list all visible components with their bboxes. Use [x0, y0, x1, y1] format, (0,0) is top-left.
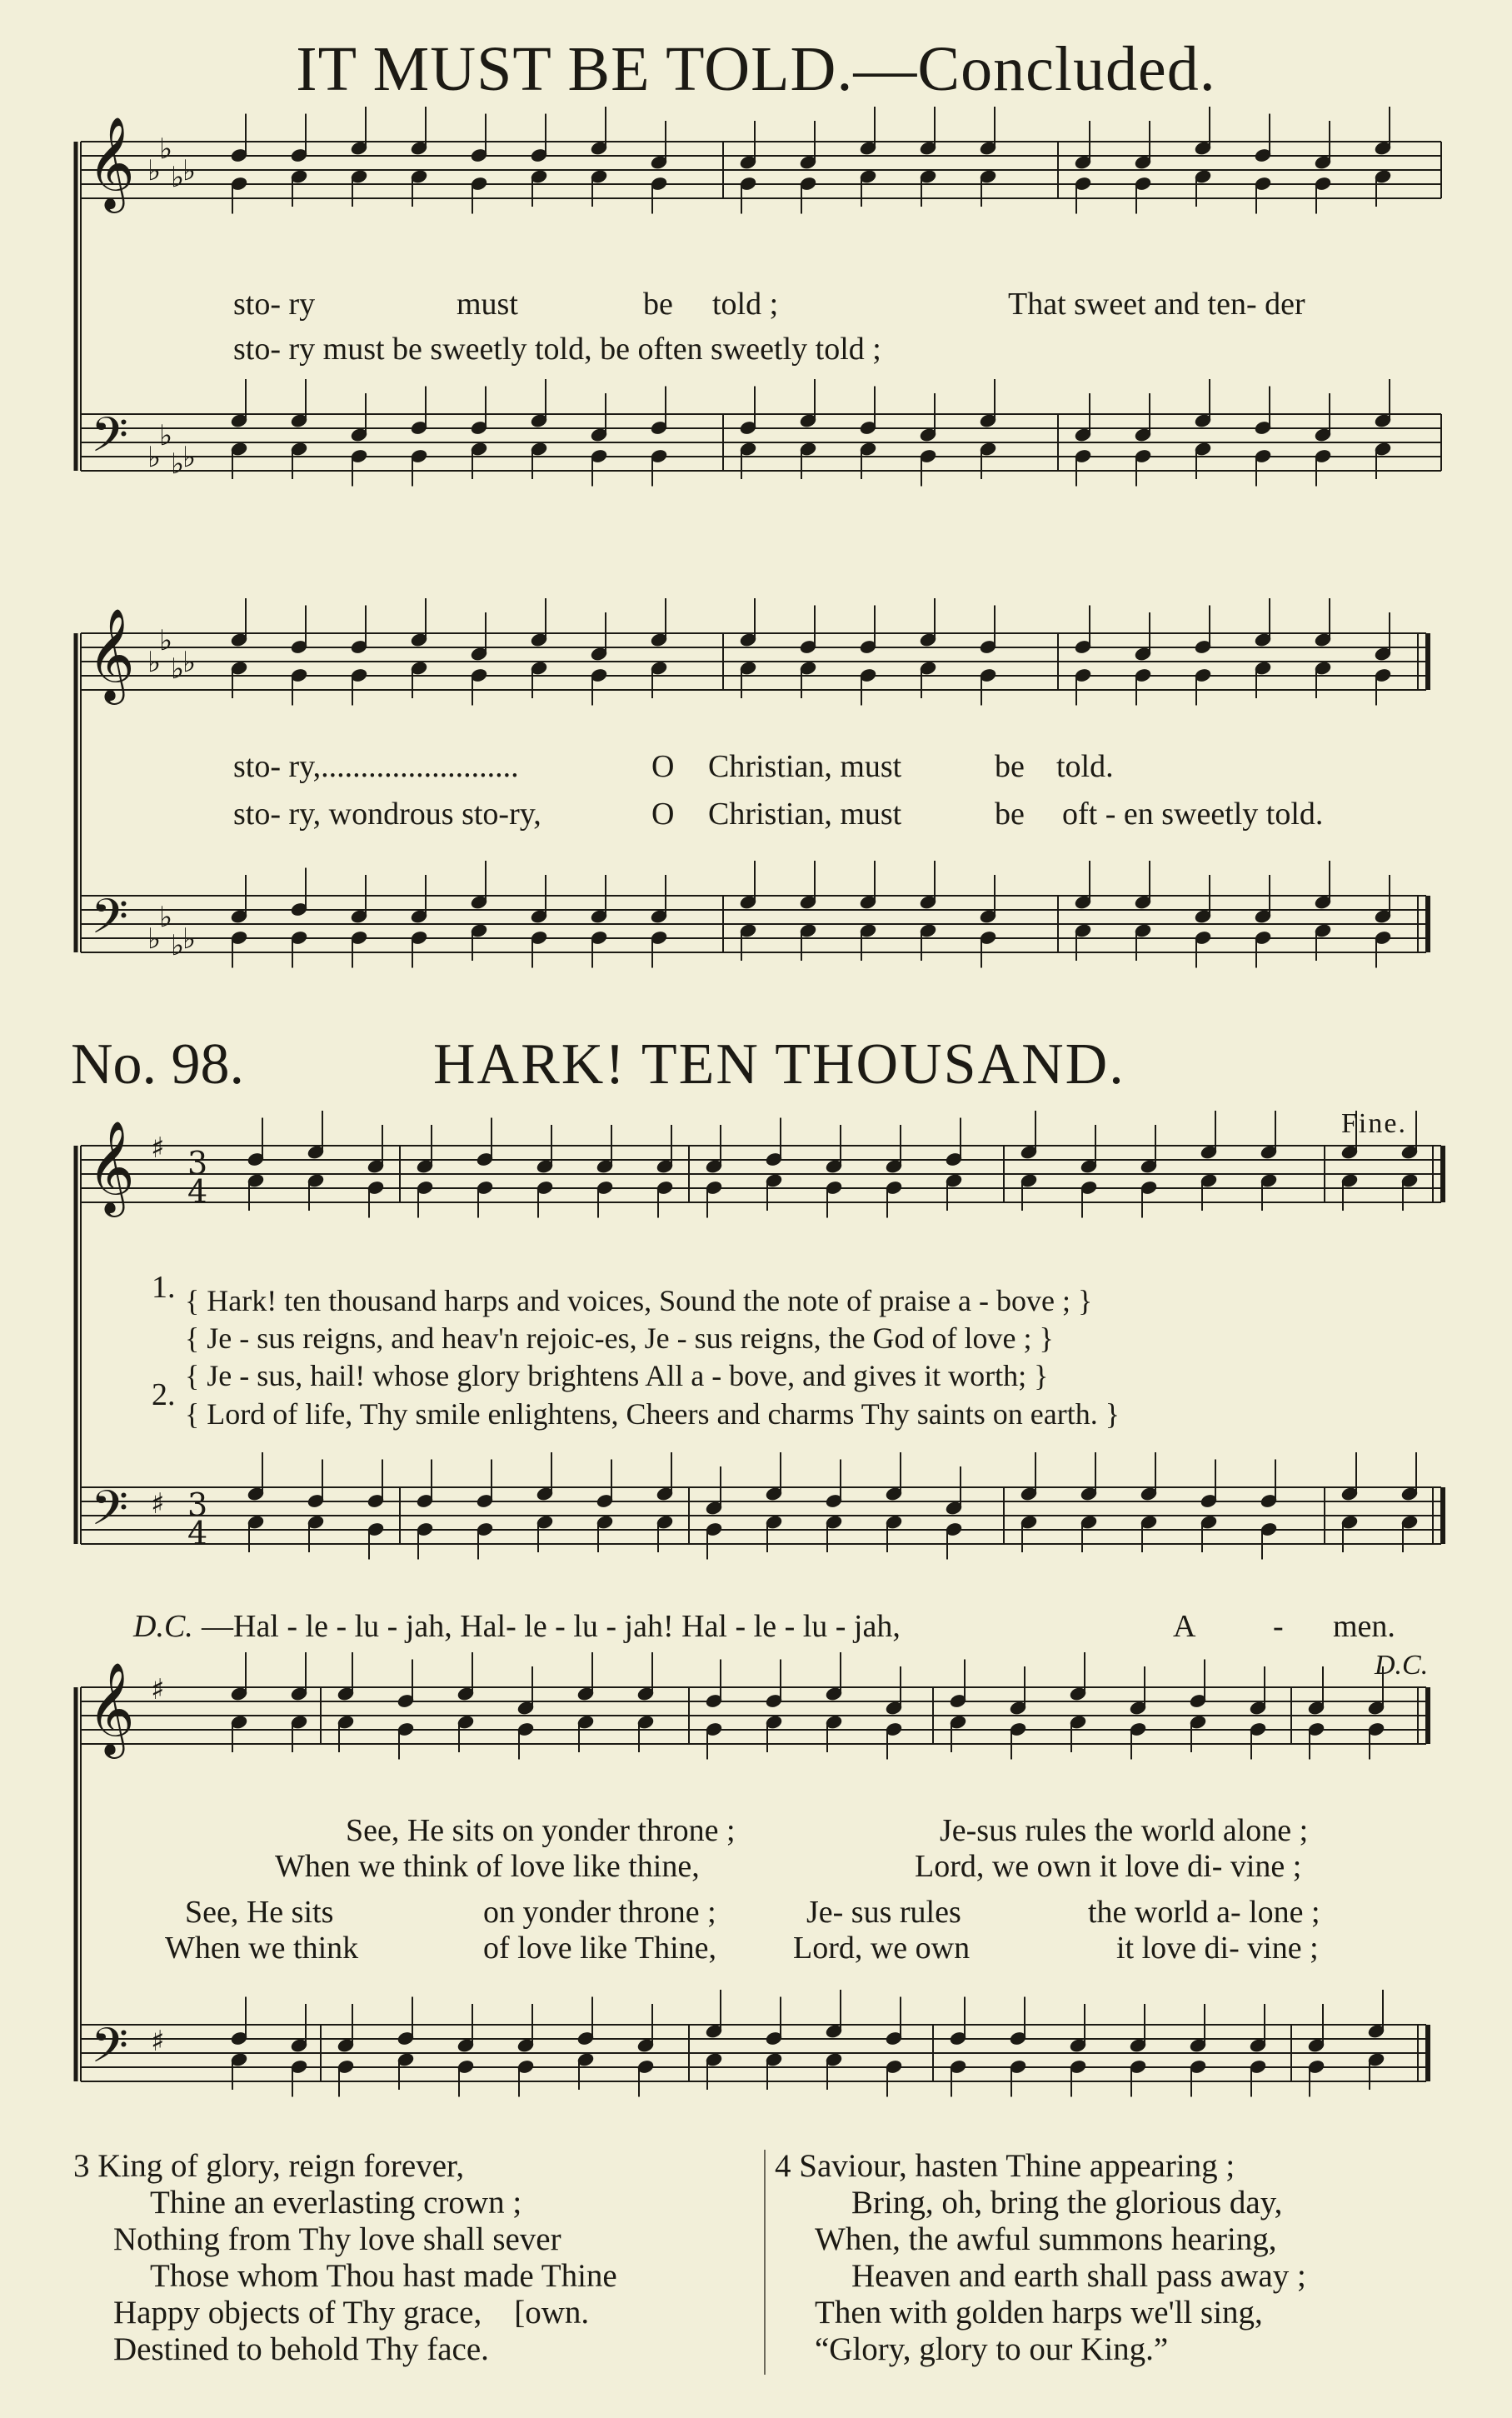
flat-icon: ♭ — [159, 624, 173, 657]
time-sig-bottom: 4 — [187, 1515, 208, 1551]
flat-icon: ♭ — [159, 132, 173, 166]
s4-bass-a-2: on yonder throne ; — [483, 1895, 716, 1930]
time-sig-bottom: 4 — [187, 1173, 208, 1210]
treble-clef-icon: 𝄞 — [87, 116, 135, 209]
stanza3-line: Thine an everlasting crown ; — [150, 2185, 522, 2221]
s4-top-left-a: See, He sits on yonder throne ; — [346, 1813, 736, 1848]
stanza3-line: Happy objects of Thy grace, [own. — [113, 2295, 590, 2331]
stanza-4 — [775, 2148, 1306, 2368]
sharp-icon: ♯ — [151, 1487, 165, 1521]
lyric-s2-l2-b: O — [651, 797, 675, 832]
stanza4-line: “Glory, glory to our King.” — [815, 2331, 1169, 2367]
s4-bass-b-3: Lord, we own — [793, 1931, 971, 1966]
s4-bass-b-1: When we think — [165, 1931, 359, 1966]
flat-icon: ♭ — [182, 646, 197, 679]
dc-mark: D.C. — [1375, 1650, 1429, 1681]
verse1-line-a: { Hark! ten thousand harps and voices, Sound the note of praise a - bove ; } — [185, 1284, 1093, 1317]
sharp-icon: ♯ — [151, 1673, 165, 1706]
s4-top-right-b: Lord, we own it love di- vine ; — [915, 1849, 1302, 1884]
page-title: IT MUST BE TOLD.—Concluded. — [296, 34, 1216, 104]
flat-icon: ♭ — [159, 419, 173, 452]
lyric-s2-l1-e: told. — [1056, 749, 1114, 784]
sharp-icon: ♯ — [151, 2025, 165, 2058]
stanza3-line: Nothing from Thy love shall sever — [113, 2221, 561, 2257]
s4-bass-b-4: it love di- vine ; — [1116, 1931, 1319, 1966]
verse2-line-b: { Lord of life, Thy smile enlightens, Cheers and charms Thy saints on earth. } — [185, 1397, 1120, 1431]
lyric-s2-l2-c: Christian, must — [708, 797, 902, 832]
fine-mark: Fine. — [1341, 1108, 1407, 1139]
dc-amen-dash: - — [1273, 1609, 1284, 1644]
bass-clef-icon: 𝄢 — [91, 888, 129, 957]
s4-bass-a-4: the world a- lone ; — [1088, 1895, 1320, 1930]
bass-clef-icon: 𝄢 — [91, 407, 129, 475]
song-number: No. 98. — [71, 1032, 245, 1097]
verse2-line-a: { Je - sus, hail! whose glory brightens All a - bove, and gives it worth; } — [185, 1359, 1049, 1392]
flat-icon: ♭ — [147, 646, 162, 679]
lyric-s2-l1-d: be — [995, 749, 1025, 784]
flat-icon: ♭ — [171, 161, 185, 194]
stanza3-line: Destined to behold Thy face. — [113, 2331, 489, 2367]
lyric-s1-l1-e: That sweet and ten- der — [1008, 287, 1305, 322]
lyric-s2-l2-d: be — [995, 797, 1025, 832]
s4-bass-a-1: See, He sits — [185, 1895, 334, 1930]
treble-clef-icon: 𝄞 — [87, 607, 135, 701]
dc-label: D.C. — [133, 1609, 193, 1644]
dc-amen-b: men. — [1333, 1609, 1395, 1644]
stanza3-line: 3 King of glory, reign forever, — [73, 2148, 465, 2184]
dc-amen-a: A — [1173, 1609, 1196, 1644]
s4-top-left-b: When we think of love like thine, — [275, 1849, 700, 1884]
stanza4-line: When, the awful summons hearing, — [815, 2221, 1277, 2257]
flat-icon: ♭ — [171, 652, 185, 686]
time-sig-top: 3 — [187, 1486, 208, 1523]
stanza4-line: Bring, oh, bring the glorious day, — [851, 2185, 1283, 2221]
lyric-s1-l1-d: told ; — [712, 287, 779, 322]
time-sig-top: 3 — [187, 1145, 208, 1182]
lyric-s2-l1-a: sto- ry,......................... — [233, 749, 519, 784]
lyric-s1-l1-a: sto- ry — [233, 287, 316, 322]
flat-icon: ♭ — [159, 901, 173, 934]
s4-top-right-a: Je-sus rules the world alone ; — [940, 1813, 1309, 1848]
lyric-s1-l1-b: must — [457, 287, 518, 322]
sharp-icon: ♯ — [151, 1132, 165, 1165]
treble-clef-icon: 𝄞 — [87, 1661, 135, 1755]
verse-number-2: 2. — [152, 1377, 176, 1412]
treble-clef-icon: 𝄞 — [87, 1120, 135, 1213]
flat-icon: ♭ — [182, 154, 197, 187]
flat-icon: ♭ — [147, 441, 162, 474]
flat-icon: ♭ — [182, 441, 197, 474]
stanza4-line: Then with golden harps we'll sing, — [815, 2295, 1263, 2331]
verse-number-1: 1. — [152, 1270, 176, 1305]
dc-hallelujah: —Hal - le - lu - jah, Hal- le - lu - jah! Hal - le - lu - jah, — [202, 1609, 901, 1644]
flat-icon: ♭ — [147, 154, 162, 187]
lyric-s1-l2: sto- ry must be sweetly told, be often sweetly told ; — [233, 332, 881, 367]
flat-icon: ♭ — [182, 922, 197, 956]
flat-icon: ♭ — [171, 929, 185, 962]
lyric-s2-l2-a: sto- ry, wondrous sto-ry, — [233, 797, 541, 832]
lyric-s1-l1-c: be — [643, 287, 673, 322]
bass-clef-icon: 𝄢 — [91, 1480, 129, 1548]
s4-bass-b-2: of love like Thine, — [483, 1931, 717, 1966]
song-title: HARK! TEN THOUSAND. — [433, 1032, 1125, 1097]
flat-icon: ♭ — [147, 922, 162, 956]
lyric-s2-l1-c: Christian, must — [708, 749, 902, 784]
flat-icon: ♭ — [171, 447, 185, 481]
s4-bass-a-3: Je- sus rules — [806, 1895, 961, 1930]
stanza4-line: 4 Saviour, hasten Thine appearing ; — [775, 2148, 1235, 2184]
stanza4-line: Heaven and earth shall pass away ; — [851, 2258, 1306, 2294]
stanza3-line: Those whom Thou hast made Thine — [150, 2258, 617, 2294]
stanza-3 — [73, 2148, 617, 2368]
bass-clef-icon: 𝄢 — [91, 2017, 129, 2086]
lyric-s2-l2-e: oft - en sweetly told. — [1062, 797, 1324, 832]
lyric-s2-l1-b: O — [651, 749, 675, 784]
stanza-divider — [764, 2150, 766, 2375]
verse1-line-b: { Je - sus reigns, and heav'n rejoic-es, Je - sus reigns, the God of love ; } — [185, 1321, 1054, 1355]
